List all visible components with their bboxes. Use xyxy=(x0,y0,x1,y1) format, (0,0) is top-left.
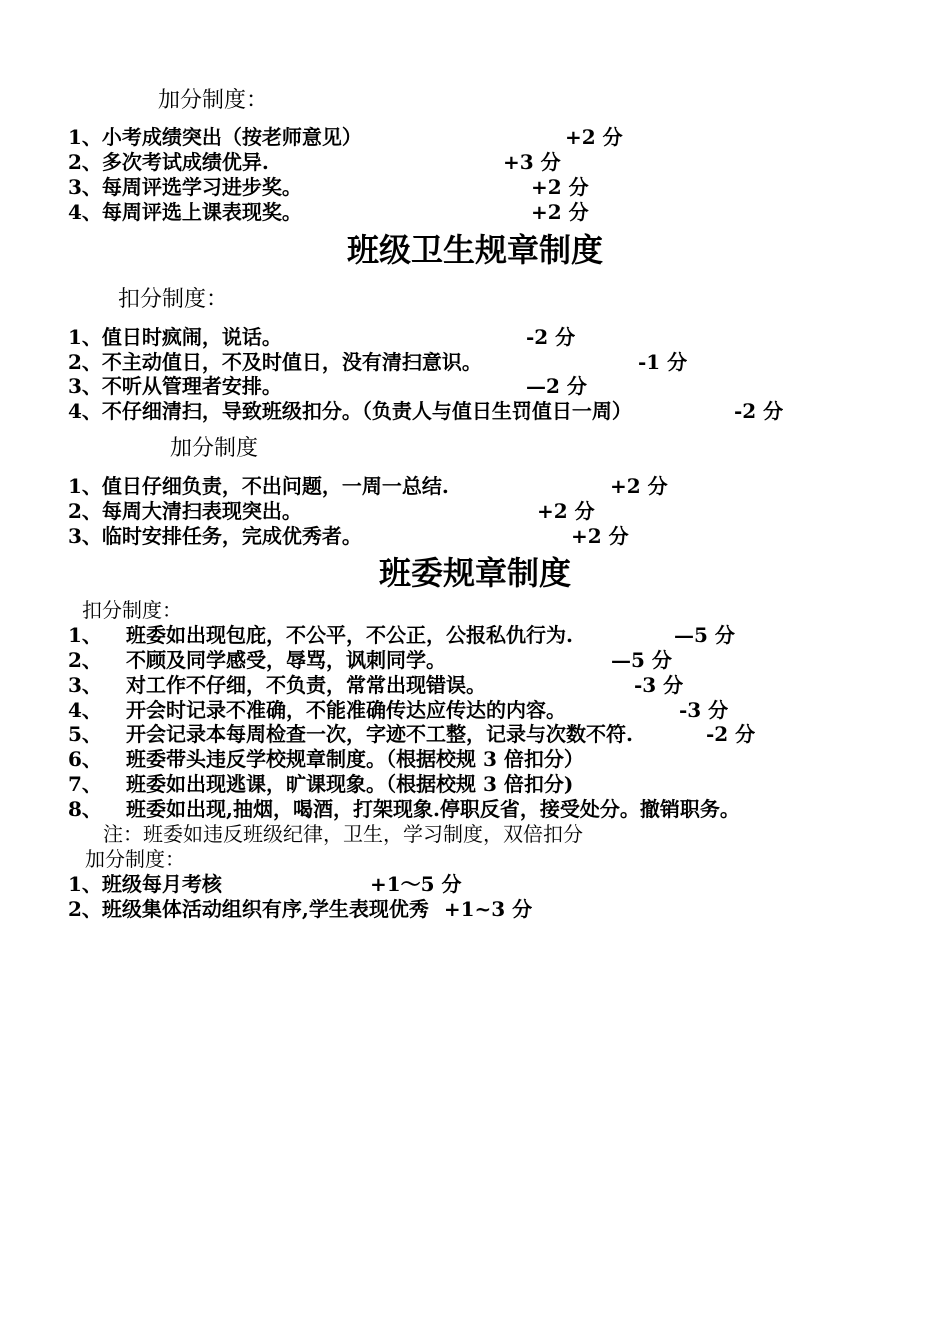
item-points: +2 分 xyxy=(565,125,623,149)
item-points: -3 分 xyxy=(634,673,684,697)
item-points: -1 分 xyxy=(638,350,688,374)
list-item xyxy=(68,125,623,150)
section1-heading: 加分制度： xyxy=(158,88,269,113)
item-text: 2、班级集体活动组织有序,学生表现优秀 xyxy=(68,897,429,921)
item-points: +2 分 xyxy=(531,200,589,224)
item-text: 开会时记录不准确，不能准确传达应传达的内容。 xyxy=(126,698,566,722)
item-points: +3 分 xyxy=(503,150,561,174)
item-number: 4、 xyxy=(68,698,102,722)
item-points: -2 分 xyxy=(526,325,576,349)
item-text: 班委如出现包庇，不公平，不公正，公报私仇行为. xyxy=(126,623,573,647)
item-points: +2 分 xyxy=(537,499,595,523)
item-number: 8、 xyxy=(68,797,102,821)
list-item xyxy=(68,200,589,225)
item-text: 2、每周大清扫表现突出。 xyxy=(68,499,302,523)
item-points: +2 分 xyxy=(610,474,668,498)
item-points: +1～5 分 xyxy=(370,872,462,896)
item-text: 4、不仔细清扫，导致班级扣分。（负责人与值日生罚值日一周） xyxy=(68,399,632,423)
item-text: 3、不听从管理者安排。 xyxy=(68,374,282,398)
list-item xyxy=(68,150,561,175)
hygiene-deduct-heading: 扣分制度： xyxy=(118,287,229,312)
item-number: 5、 xyxy=(68,722,102,746)
item-points: —5 分 xyxy=(674,623,735,647)
item-number: 2、 xyxy=(68,648,102,672)
committee-note: 注：班委如违反班级纪律，卫生，学习制度，双倍扣分 xyxy=(103,822,583,846)
item-points: —5 分 xyxy=(611,648,672,672)
item-points: +1~3 分 xyxy=(443,897,533,921)
item-text: 2、多次考试成绩优异. xyxy=(68,150,269,174)
list-item xyxy=(68,399,784,424)
item-text: 班委带头违反学校规章制度。（根据校规 3 倍扣分） xyxy=(126,747,584,771)
item-text: 对工作不仔细，不负责，常常出现错误。 xyxy=(126,673,486,697)
item-points: +2 分 xyxy=(531,175,589,199)
item-text: 3、临时安排任务，完成优秀者。 xyxy=(68,524,362,548)
hygiene-title: 班级卫生规章制度 xyxy=(346,231,603,269)
item-text: 不顾及同学感受，辱骂，讽刺同学。 xyxy=(126,648,446,672)
item-text: 班委如出现逃课，旷课现象。（根据校规 3 倍扣分) xyxy=(126,772,574,796)
item-text: 班委如出现,抽烟，喝酒，打架现象.停职反省，接受处分。撤销职务。 xyxy=(126,797,740,821)
list-item xyxy=(68,474,668,499)
item-number: 6、 xyxy=(68,747,102,771)
item-text: 开会记录本每周检查一次，字迹不工整，记录与次数不符. xyxy=(126,722,633,746)
list-item xyxy=(68,524,629,549)
list-item xyxy=(68,872,462,897)
item-number: 1、 xyxy=(68,623,102,647)
item-points: +2 分 xyxy=(571,524,629,548)
item-points: -2 分 xyxy=(706,722,756,746)
list-item xyxy=(68,897,532,922)
committee-add-heading: 加分制度： xyxy=(85,847,185,871)
committee-title: 班委规章制度 xyxy=(378,554,571,592)
item-points: —2 分 xyxy=(526,374,587,398)
item-text: 2、不主动值日，不及时值日，没有清扫意识。 xyxy=(68,350,482,374)
item-text: 1、小考成绩突出（按老师意见） xyxy=(68,125,362,149)
list-item xyxy=(68,499,595,524)
hygiene-add-heading: 加分制度 xyxy=(170,436,259,461)
committee-deduct-heading: 扣分制度： xyxy=(82,598,182,622)
item-text: 3、每周评选学习进步奖。 xyxy=(68,175,302,199)
item-number: 3、 xyxy=(68,673,102,697)
item-text: 1、值日仔细负责，不出问题，一周一总结. xyxy=(68,474,449,498)
list-item xyxy=(68,374,587,399)
list-item xyxy=(68,175,589,200)
item-text: 1、值日时疯闹，说话。 xyxy=(68,325,282,349)
item-points: -3 分 xyxy=(679,698,729,722)
item-points: -2 分 xyxy=(734,399,784,423)
list-item xyxy=(68,350,688,375)
item-text: 4、每周评选上课表现奖。 xyxy=(68,200,302,224)
item-number: 7、 xyxy=(68,772,102,796)
list-item xyxy=(68,325,576,350)
item-text: 1、班级每月考核 xyxy=(68,872,222,896)
